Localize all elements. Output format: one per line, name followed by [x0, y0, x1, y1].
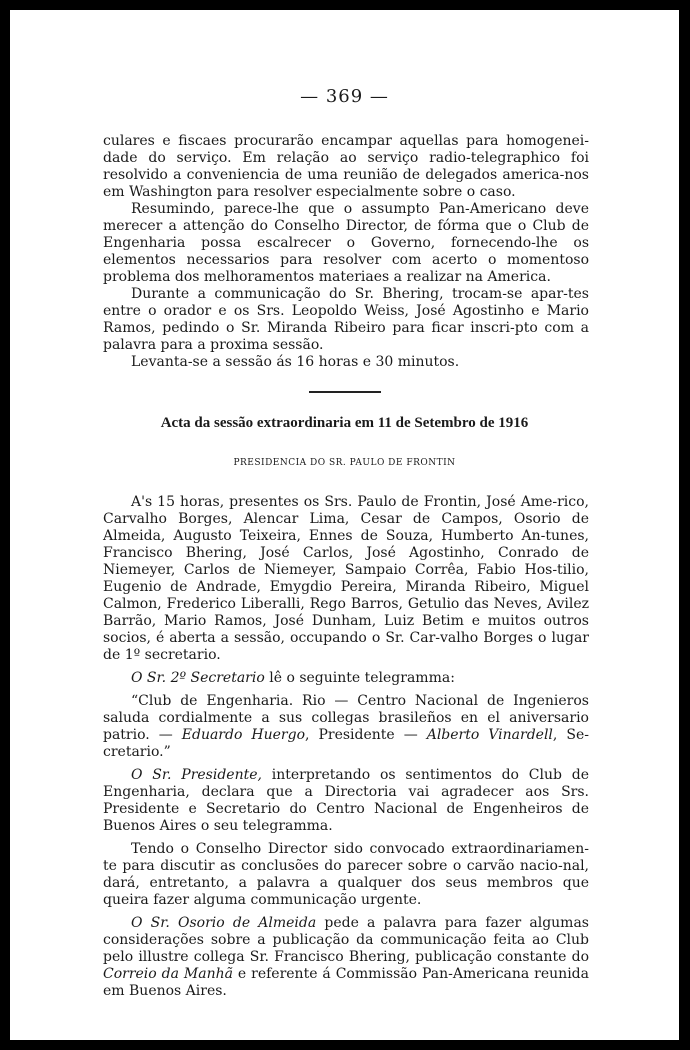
page-number: — 369 —	[300, 86, 389, 107]
paragraph: culares e fiscaes procurarão encampar aquellas para homogenei-dade do serviço. Em relação ao serviço radio-telegraphico foi resolvido a conveniencia de uma reunião de delegados america-nos em Washington para resolver especialmente sobre o caso.	[103, 133, 589, 200]
signatory: Eduardo Huergo	[181, 727, 305, 743]
paragraph: A's 15 horas, presentes os Srs. Paulo de Frontin, José Ame-rico, Carvalho Borges, Alencar Lima, Cesar de Campos, Osorio de Almeida, Augusto Teixeira, Ennes de Souza, Humberto An-tunes, Francisco Bhering, José Carlos, José Agostinho, Conrado de Niemeyer, Carlos de Niemeyer, Sampaio Corrêa, Fabio Hos-tilio, Eugenio de Andrade, Emygdio Pereira, Miranda Ribeiro, Miguel Calmon, Frederico Liberalli, Rego Barros, Getulio das Neves, Avilez Barrão, Mario Ramos, José Dunham, Luiz Betim e muitos outros socios, é aberta a sessão, occupando o Sr. Car-valho Borges o lugar de 1º secretario.	[103, 494, 589, 663]
speaker: O Sr. Presidente,	[131, 767, 262, 783]
top-section	[103, 133, 589, 371]
signatory: Alberto Vinardell	[426, 727, 553, 743]
paragraph: Durante a communicação do Sr. Bhering, trocam-se apar-tes entre o orador e os Srs. Leopoldo Weiss, José Agostinho e Mario Ramos, pedindo o Sr. Miranda Ribeiro para ficar inscri-pto com a palavra para a proxima sessão.	[103, 286, 589, 353]
paragraph	[103, 767, 589, 835]
paragraph: Levanta-se a sessão ás 16 horas e 30 minutos.	[131, 354, 460, 370]
telegram-paragraph	[103, 693, 589, 761]
presidencia-heading: PRESIDENCIA DO SR. PAULO DE FRONTIN	[233, 458, 456, 468]
paragraph	[103, 915, 589, 1000]
paragraph-text: e referente á Commissão Pan-Americana reunida em Buenos Aires.	[103, 966, 589, 999]
bottom-section	[103, 494, 589, 1000]
acta-title: Acta da sessão extraordinaria em 11 de Setembro de 1916	[160, 415, 529, 431]
speaker: O Sr. 2º Secretario	[131, 670, 265, 686]
paragraph	[103, 670, 589, 687]
section-divider	[309, 391, 381, 393]
paragraph-text: lê o seguinte telegramma:	[264, 670, 455, 686]
paragraph-text: , Presidente —	[305, 727, 427, 743]
page	[10, 10, 679, 1040]
paragraph: Tendo o Conselho Director sido convocado extraordinariamen-te para discutir as conclusões do parecer sobre o carvão nacio-nal, dará, entretanto, a palavra a qualquer dos seus membros que queira fazer alguma communicação urgente.	[103, 841, 589, 908]
newspaper-title: Correio da Manhã	[103, 966, 233, 982]
paragraph-text: pede a palavra para fazer algumas considerações sobre a publicação da communicação feita ao Club pelo illustre collega Sr. Francisco Bhering, publicação constante do	[103, 915, 589, 965]
paragraph-text: “Club de Engenharia. Rio — Centro Nacional de Ingenieros saluda cordialmente a sus collegas brasileños en el aniversario patrio. —	[103, 693, 589, 743]
paragraph-text: , Se-cretario.”	[103, 727, 589, 760]
paragraph-text: interpretando os sentimentos do Club de Engenharia, declara que a Directoria vai agradecer aos Srs. Presidente e Secretario do Centro Nacional de Engenheiros de Buenos Aires o seu telegramma.	[103, 767, 589, 834]
paragraph: Resumindo, parece-lhe que o assumpto Pan-Americano deve merecer a attenção do Conselho Director, de fórma que o Club de Engenharia possa escalrecer o Governo, fornecendo-lhe os elementos necessarios para resolver com acerto o momentoso problema dos melhoramentos materiaes a realizar na America.	[103, 201, 589, 285]
speaker: O Sr. Osorio de Almeida	[131, 915, 317, 931]
